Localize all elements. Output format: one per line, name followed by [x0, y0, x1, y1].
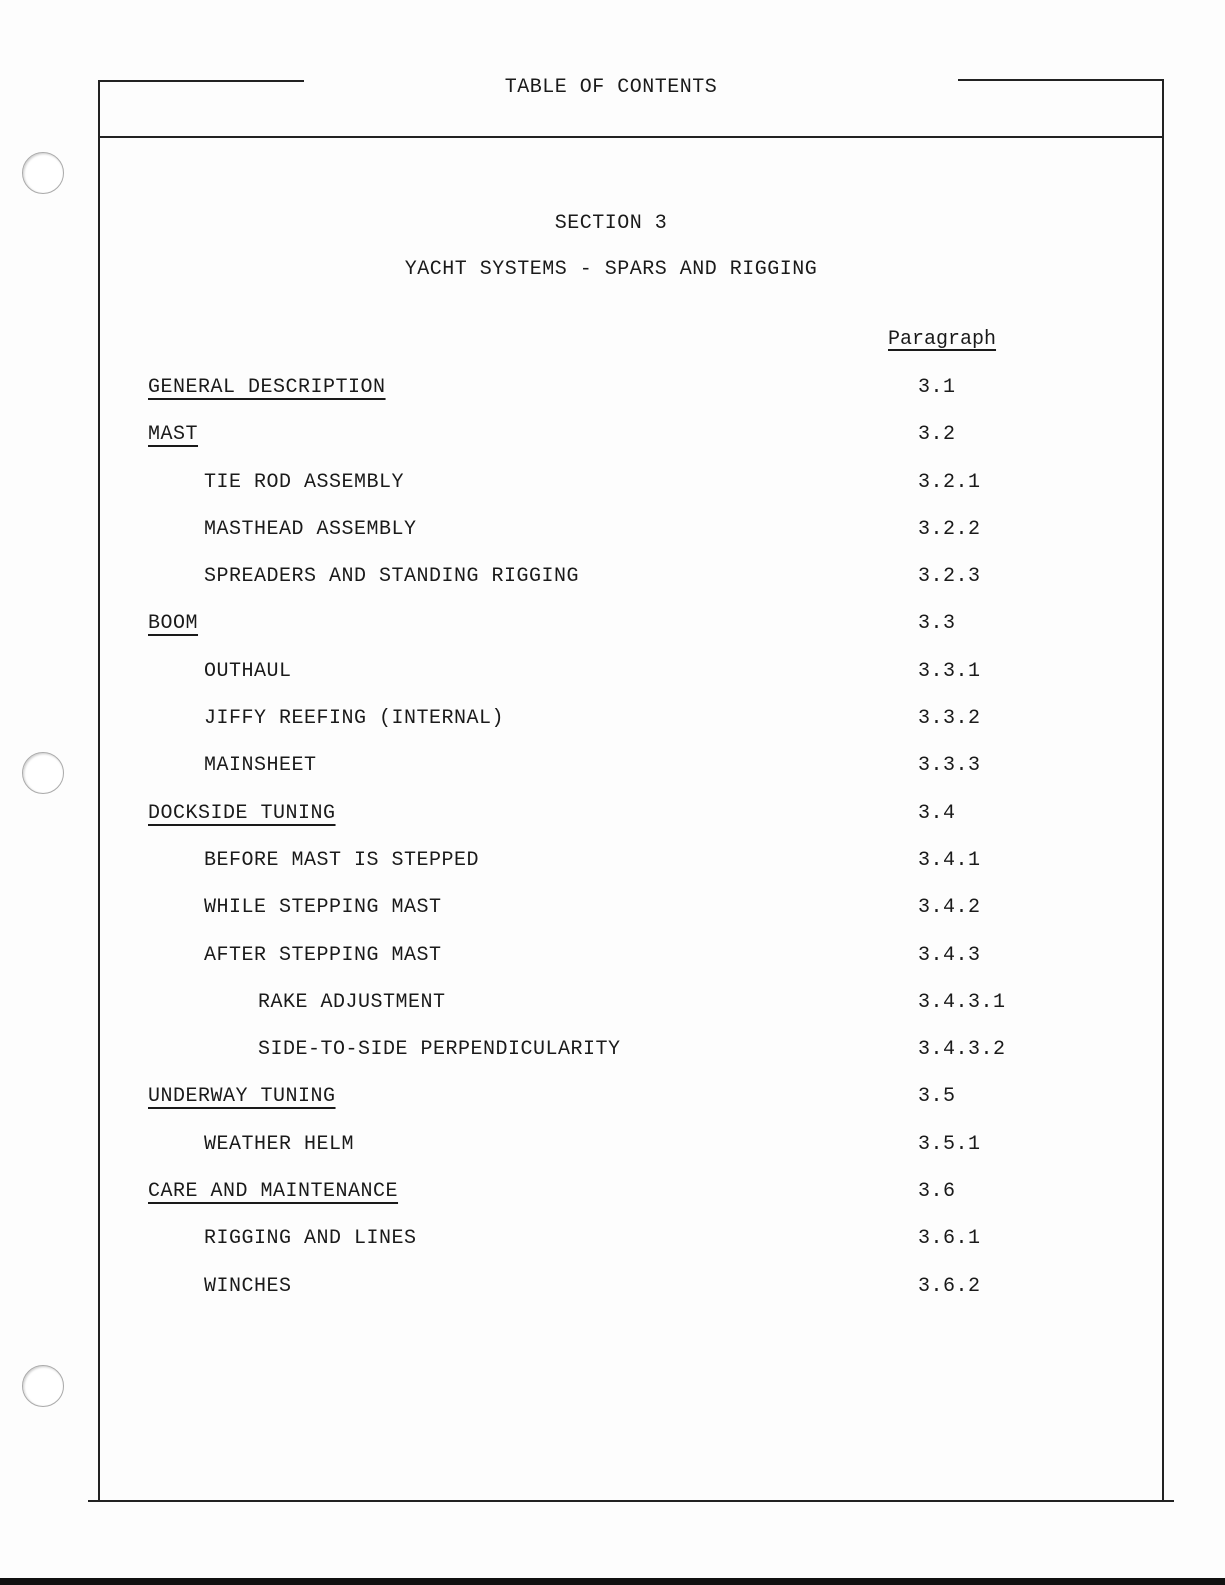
toc-entry: [0, 660, 1225, 707]
toc-entry: [0, 896, 1225, 943]
toc-entry-title: AFTER STEPPING MAST: [204, 943, 442, 967]
toc-entry-paragraph: 3.6.1: [918, 1227, 981, 1251]
toc-entry: [0, 944, 1225, 991]
toc-entry: [0, 423, 1225, 470]
page-header-title: TABLE OF CONTENTS: [504, 76, 718, 99]
toc-entry-paragraph: 3.6: [918, 1180, 956, 1204]
toc-entry-paragraph: 3.4.3: [918, 943, 981, 967]
toc-entry: [0, 612, 1225, 659]
paragraph-column-header: Paragraph: [888, 328, 997, 351]
toc-entry: [0, 471, 1225, 518]
toc-list: [0, 376, 1225, 1322]
toc-entry-title: OUTHAUL: [204, 659, 292, 683]
section-number: SECTION 3: [554, 212, 668, 235]
header-divider: [98, 136, 1164, 138]
toc-entry-title: JIFFY REEFING (INTERNAL): [204, 707, 505, 731]
toc-entry: [0, 707, 1225, 754]
section-title: YACHT SYSTEMS - SPARS AND RIGGING: [404, 258, 818, 281]
toc-entry: [0, 1133, 1225, 1180]
toc-entry-title: WHILE STEPPING MAST: [204, 896, 442, 920]
toc-entry-paragraph: 3.6.2: [918, 1274, 981, 1298]
toc-entry: [0, 849, 1225, 896]
toc-entry-title: SPREADERS AND STANDING RIGGING: [204, 565, 580, 589]
toc-entry-title: WEATHER HELM: [204, 1132, 355, 1156]
toc-entry-paragraph: 3.4: [918, 801, 956, 825]
toc-entry-title: MAINSHEET: [204, 754, 317, 778]
toc-entry-paragraph: 3.4.2: [918, 896, 981, 920]
toc-entry-paragraph: 3.2.2: [918, 517, 981, 541]
toc-entry-title: RIGGING AND LINES: [204, 1227, 417, 1251]
toc-entry-paragraph: 3.3.3: [918, 754, 981, 778]
toc-entry-paragraph: 3.4.3.1: [918, 990, 1006, 1014]
toc-entry-title: MASTHEAD ASSEMBLY: [204, 517, 417, 541]
toc-entry-title: BEFORE MAST IS STEPPED: [204, 848, 480, 872]
toc-entry-title: TIE ROD ASSEMBLY: [204, 470, 405, 494]
toc-entry: [0, 1275, 1225, 1322]
toc-entry: [0, 754, 1225, 801]
toc-entry-paragraph: 3.1: [918, 376, 956, 399]
toc-entry-paragraph: 3.3.1: [918, 659, 981, 683]
toc-entry-title: BOOM: [148, 612, 199, 636]
toc-entry: [0, 376, 1225, 423]
toc-entry-title: MAST: [148, 423, 199, 447]
toc-entry-title: UNDERWAY TUNING: [148, 1085, 336, 1109]
toc-entry-paragraph: 3.2.1: [918, 470, 981, 494]
page-edge: [0, 1578, 1225, 1585]
toc-entry-paragraph: 3.4.1: [918, 848, 981, 872]
toc-entry-paragraph: 3.2.3: [918, 565, 981, 589]
toc-entry: [0, 518, 1225, 565]
toc-entry: [0, 802, 1225, 849]
toc-entry-paragraph: 3.3: [918, 612, 956, 636]
toc-entry-title: CARE AND MAINTENANCE: [148, 1180, 399, 1204]
toc-entry-title: DOCKSIDE TUNING: [148, 801, 336, 825]
toc-entry: [0, 1227, 1225, 1274]
toc-entry-title: GENERAL DESCRIPTION: [148, 376, 386, 399]
toc-entry-paragraph: 3.3.2: [918, 707, 981, 731]
toc-entry-title: RAKE ADJUSTMENT: [258, 990, 446, 1014]
binder-hole: [22, 152, 64, 194]
toc-entry: [0, 991, 1225, 1038]
binder-hole: [22, 1365, 64, 1407]
toc-entry-title: WINCHES: [204, 1274, 292, 1298]
toc-entry-paragraph: 3.2: [918, 423, 956, 447]
frame-bottom: [88, 1500, 1174, 1502]
toc-entry: [0, 565, 1225, 612]
toc-entry-title: SIDE-TO-SIDE PERPENDICULARITY: [258, 1038, 621, 1062]
toc-entry: [0, 1085, 1225, 1132]
toc-entry: [0, 1180, 1225, 1227]
toc-entry-paragraph: 3.5: [918, 1085, 956, 1109]
toc-entry-paragraph: 3.5.1: [918, 1132, 981, 1156]
toc-entry-paragraph: 3.4.3.2: [918, 1038, 1006, 1062]
toc-entry: [0, 1038, 1225, 1085]
